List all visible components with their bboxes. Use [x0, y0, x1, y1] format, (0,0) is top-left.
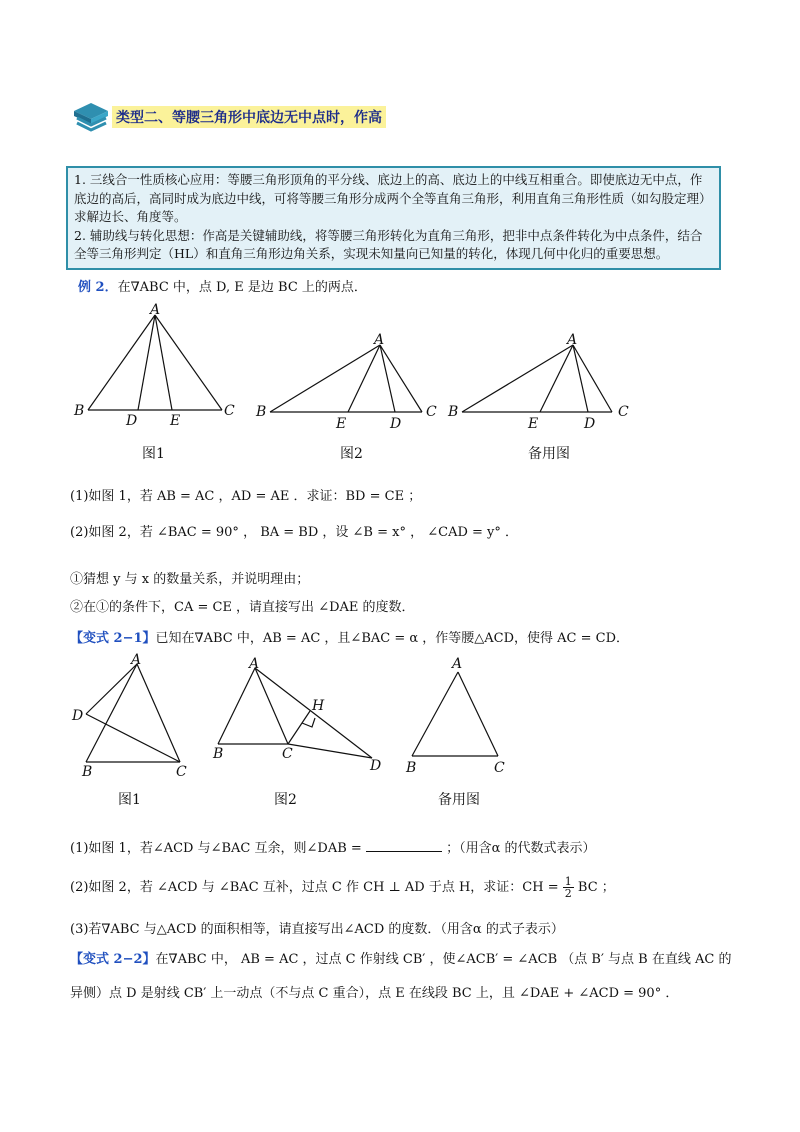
v1fig3-label-c: C	[494, 760, 505, 776]
fig3-label-b: B	[448, 404, 459, 420]
figure-2	[270, 345, 422, 412]
variant-2-1-q2-pre: (2)如图 2，若 ∠ACD 与 ∠BAC 互补，过点 C 作 CH ⊥ AD 于点 H，求证：CH =	[70, 880, 559, 895]
v1fig2-label-b: B	[213, 746, 224, 762]
figure-spare	[462, 345, 612, 412]
variant-2-1-q1	[70, 837, 596, 856]
variant-2-2-label: 【变式 2−2】	[70, 952, 156, 967]
v1fig2-label-h: H	[312, 698, 325, 714]
example-2-text: 在∇ABC 中，点 D, E 是边 BC 上的两点．	[117, 280, 367, 295]
fig1-label-a: A	[150, 302, 161, 318]
section-title: 类型二、等腰三角形中底边无中点时，作高	[112, 106, 386, 128]
variant-2-1-stem	[70, 627, 629, 646]
v1fig1-label-d: D	[72, 708, 84, 724]
v1fig2-label-a: A	[249, 656, 260, 672]
variant-2-2-line-1	[70, 948, 731, 967]
variant-2-1-label: 【变式 2−1】	[70, 631, 156, 646]
v1fig1-label-a: A	[131, 652, 142, 668]
fig1-label-d: D	[126, 413, 138, 429]
fraction-denominator: 2	[564, 887, 572, 900]
fig2-label-c: C	[426, 404, 437, 420]
fig2-label-b: B	[256, 404, 267, 420]
fig3-label-d: D	[584, 416, 596, 432]
key-point-2: 2. 辅助线与转化思想：作高是关键辅助线，将等腰三角形转化为直角三角形，把非中点条件转化为中点条件，结合全等三角形判定（HL）和直角三角形边角关系，实现未知量向已知量的转化，体现几何中化归的重要思想。	[74, 227, 703, 261]
books-icon	[72, 97, 110, 135]
example-2-figures	[70, 300, 670, 470]
v1fig2-label-d: D	[370, 758, 382, 774]
fig3-label-c: C	[618, 404, 629, 420]
example-2-q2: (2)如图 2，若 ∠BAC = 90° ， BA = BD ，设 ∠B = x° ， ∠CAD = y° ．	[70, 525, 519, 540]
fig1-label-e: E	[170, 413, 181, 429]
fig1-caption: 图1	[142, 446, 165, 462]
variant-2-1-q2-post: BC ；	[577, 880, 615, 895]
v1fig2-caption: 图2	[274, 792, 297, 808]
variant-2-1-text: 已知在∇ABC 中，AB = AC ，且∠BAC = α ，作等腰△ACD，使得 AC = CD．	[155, 631, 630, 646]
fig3-caption: 备用图	[528, 446, 570, 462]
example-2-stem	[78, 276, 367, 295]
example-2-label: 例 2．	[78, 280, 118, 295]
v1fig1-label-c: C	[176, 764, 187, 780]
fig2-label-e: E	[336, 416, 347, 432]
fig2-label-d: D	[390, 416, 402, 432]
fraction-half	[563, 876, 574, 899]
fig3-label-a: A	[567, 332, 578, 348]
fig2-caption: 图2	[340, 446, 363, 462]
variant-2-1-q3: (3)若∇ABC 与△ACD 的面积相等，请直接写出∠ACD 的度数．（用含α 的式子表示）	[70, 922, 564, 937]
key-points-box	[66, 166, 721, 270]
variant-2-1-q1-text: (1)如图 1，若∠ACD 与∠BAC 互余，则∠DAB =	[70, 841, 362, 856]
variant-figure-2	[218, 668, 372, 758]
variant-2-1-figures	[62, 648, 522, 813]
fig2-label-a: A	[374, 332, 385, 348]
variant-2-2-line-2: 异侧）点 D 是射线 CB′ 上一动点（不与点 C 重合），点 E 在线段 BC 上，且 ∠DAE + ∠ACD = 90° ．	[70, 986, 679, 1001]
v1fig1-label-b: B	[82, 764, 93, 780]
key-point-1: 1. 三线合一性质核心应用：等腰三角形顶角的平分线、底边上的高、底边上的中线互相重合。即使底边无中点，作底边的高后，高同时成为底边中线，可将等腰三角形分成两个全等直角三角形，利用直角三角形性质（如勾股定理）求解边长、角度等。	[74, 172, 712, 224]
variant-2-1-q2	[70, 876, 615, 899]
example-2-q2a: ①猜想 y 与 x 的数量关系，并说明理由；	[70, 572, 310, 587]
example-2-q2b: ②在①的条件下，CA = CE ，请直接写出 ∠DAE 的度数．	[70, 600, 415, 615]
variant-figure-spare	[412, 672, 498, 756]
fig3-label-e: E	[528, 416, 539, 432]
v1fig3-caption: 备用图	[438, 792, 480, 808]
answer-blank[interactable]	[366, 839, 442, 852]
v1fig1-caption: 图1	[118, 792, 141, 808]
variant-figure-1	[86, 664, 180, 762]
variant-2-1-q1-tail: ；（用含α 的代数式表示）	[446, 841, 596, 856]
fig1-label-c: C	[224, 403, 235, 419]
v1fig3-label-b: B	[406, 760, 417, 776]
v1fig2-label-c: C	[282, 746, 293, 762]
variant-2-2-text: 在∇ABC 中， AB = AC ，过点 C 作射线 CB′ ，使∠ACB′ = ∠ACB （点 B′ 与点 B 在直线 AC 的	[155, 952, 732, 967]
example-2-q1: (1)如图 1，若 AB = AC ，AD = AE ．求证：BD = CE ；	[70, 489, 422, 504]
v1fig3-label-a: A	[452, 656, 463, 672]
fig1-label-b: B	[74, 403, 85, 419]
figure-1	[88, 315, 222, 410]
fraction-numerator: 1	[564, 875, 572, 888]
